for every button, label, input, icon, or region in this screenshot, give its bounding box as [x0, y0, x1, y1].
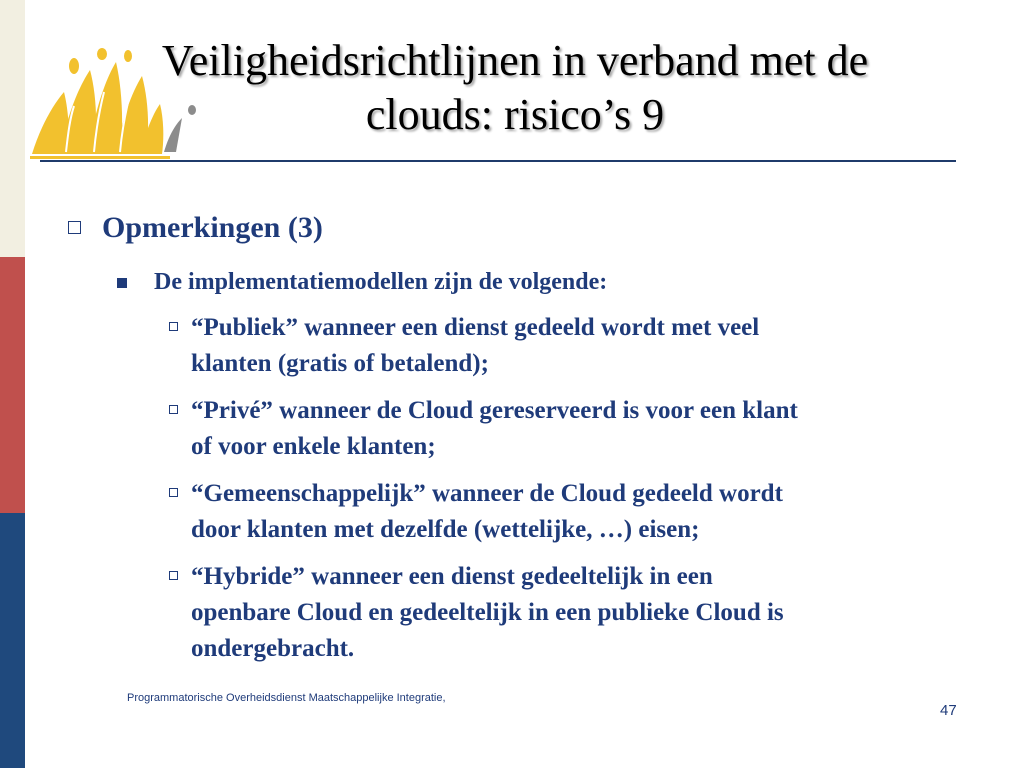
section-heading: Opmerkingen (3) — [102, 211, 323, 244]
list-item-line: door klanten met dezelfde (wettelijke, …) eisen; — [191, 516, 700, 543]
hollow-square-bullet-icon — [68, 221, 81, 234]
list-item-line: “Privé” wanneer de Cloud gereserveerd is voor een klant — [191, 397, 798, 424]
intro-text: De implementatiemodellen zijn de volgende: — [154, 269, 608, 295]
hollow-square-bullet-icon — [169, 405, 178, 414]
list-item-hybride — [191, 559, 951, 667]
list-item-line: klanten (gratis of betalend); — [191, 350, 489, 377]
list-item-line: “Hybride” wanneer een dienst gedeeltelijk in een — [191, 563, 713, 590]
list-item-line: of voor enkele klanten; — [191, 433, 436, 460]
slide-title-line-2: clouds: risico’s 9 — [365, 90, 665, 139]
list-item-line: ondergebracht. — [191, 635, 355, 662]
page-number: 47 — [940, 702, 957, 719]
list-item-line: “Publiek” wanneer een dienst gedeeld wordt met veel — [191, 314, 760, 341]
hollow-square-bullet-icon — [169, 571, 178, 580]
list-item-publiek — [191, 310, 951, 382]
list-item-line: openbare Cloud en gedeeltelijk in een publieke Cloud is — [191, 599, 784, 626]
hollow-square-bullet-icon — [169, 488, 178, 497]
solid-square-bullet-icon — [117, 278, 127, 288]
list-item-line: “Gemeenschappelijk” wanneer de Cloud gedeeld wordt — [191, 480, 783, 507]
hollow-square-bullet-icon — [169, 322, 178, 331]
list-item-prive — [191, 393, 951, 465]
list-item-gemeenschappelijk — [191, 476, 951, 548]
slide-title-line-1: Veiligheidsrichtlijnen in verband met de — [161, 36, 869, 85]
footer-text: Programmatorische Overheidsdienst Maatschappelijke Integratie, — [127, 692, 446, 704]
